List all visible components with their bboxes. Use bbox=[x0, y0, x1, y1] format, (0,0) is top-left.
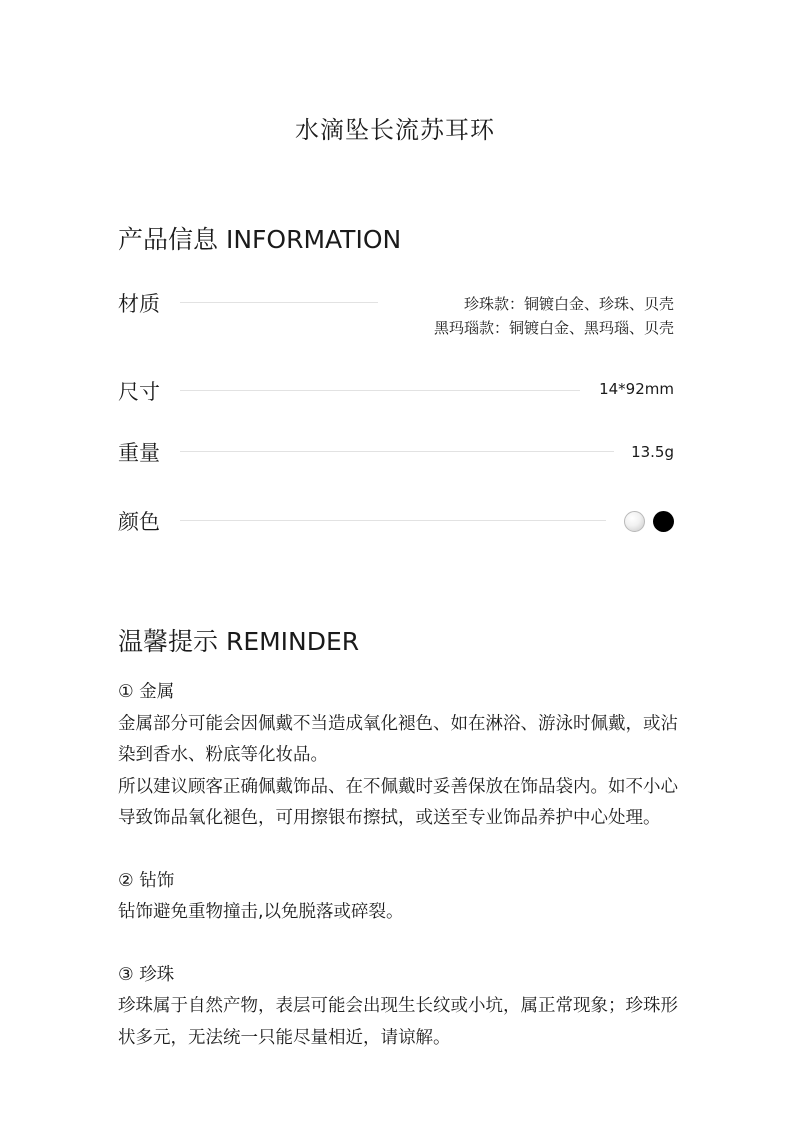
material-line-onyx: 黑玛瑙款：铜镀白金、黑玛瑙、贝壳 bbox=[433, 319, 674, 337]
reminder-metal-text-1: 金属部分可能会因佩戴不当造成氧化褪色、如在淋浴、游泳时佩戴，或沾染到香水、粉底等化妆品。 bbox=[118, 713, 678, 765]
size-divider bbox=[180, 390, 580, 391]
reminder-diamond-text: 钻饰避免重物撞击,以免脱落或碎裂。 bbox=[118, 902, 404, 922]
white-color-swatch bbox=[624, 511, 645, 532]
size-value: 14*92mm bbox=[599, 380, 674, 398]
black-color-swatch bbox=[653, 511, 674, 532]
reminder-metal-title: ① 金属 bbox=[118, 682, 175, 702]
weight-divider bbox=[180, 451, 614, 452]
material-line-pearl: 珍珠款：铜镀白金、珍珠、贝壳 bbox=[463, 295, 674, 313]
reminder-metal-text-2: 所以建议顾客正确佩戴饰品、在不佩戴时妥善保放在饰品袋内。如不小心导致饰品氧化褪色，可用擦银布擦拭，或送至专业饰品养护中心处理。 bbox=[118, 776, 678, 828]
weight-value: 13.5g bbox=[631, 443, 674, 461]
size-label: 尺寸 bbox=[118, 380, 160, 404]
material-label: 材质 bbox=[118, 292, 160, 316]
information-heading: 产品信息 INFORMATION bbox=[118, 225, 402, 254]
color-divider bbox=[180, 520, 606, 521]
color-swatches bbox=[616, 509, 674, 533]
material-divider bbox=[180, 302, 378, 303]
reminder-pearl-text: 珍珠属于自然产物，表层可能会出现生长纹或小坑，属正常现象；珍珠形状多元，无法统一只能尽量相近，请谅解。 bbox=[118, 996, 678, 1048]
reminder-pearl-title: ③ 珍珠 bbox=[118, 964, 175, 985]
material-value bbox=[434, 292, 674, 340]
reminder-heading: 温馨提示 REMINDER bbox=[118, 627, 360, 656]
weight-label: 重量 bbox=[118, 441, 160, 465]
page-title: 水滴坠长流苏耳环 bbox=[295, 116, 495, 144]
reminder-body bbox=[118, 677, 678, 1054]
color-label: 颜色 bbox=[118, 510, 160, 534]
reminder-diamond-title: ② 钻饰 bbox=[118, 870, 175, 891]
